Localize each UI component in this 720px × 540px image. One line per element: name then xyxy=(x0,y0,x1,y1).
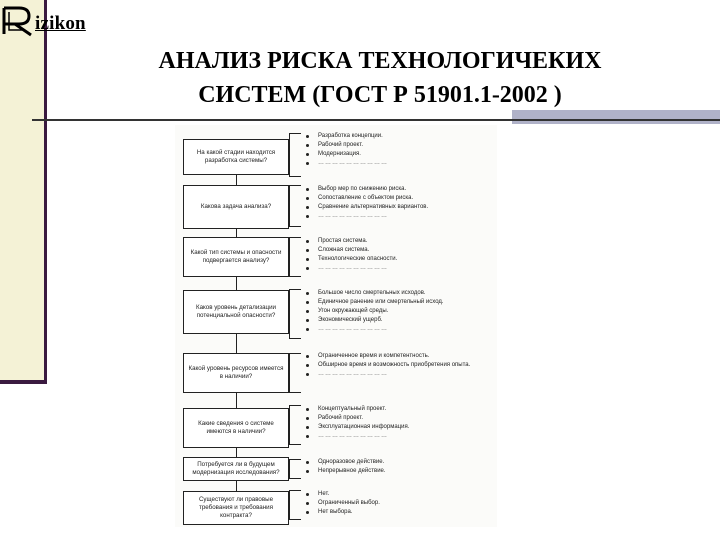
flow-option: Разработка концепции. xyxy=(305,132,495,141)
flow-options xyxy=(305,352,495,379)
flow-option: Технологические опасности. xyxy=(305,255,495,264)
flow-option: Ограниченный выбор. xyxy=(305,499,495,508)
flow-option: Концептуальный проект. xyxy=(305,405,495,414)
flow-option-ellipsis: ………………………… xyxy=(305,325,495,334)
rizikon-logo xyxy=(1,4,111,40)
flow-bracket xyxy=(289,405,301,445)
flow-option: Непрерывное действие. xyxy=(305,467,495,476)
flow-option: Простая система. xyxy=(305,237,495,246)
flow-option: Нет выбора. xyxy=(305,508,495,517)
flow-option: Сравнение альтернативных вариантов. xyxy=(305,203,495,212)
rizikon-logo-mark-icon xyxy=(1,4,35,38)
flow-question: Какой уровень ресурсов имеется в наличии? xyxy=(183,353,289,393)
flow-option-ellipsis: ………………………… xyxy=(305,212,495,221)
flow-option: Большое число смертельных исходов. xyxy=(305,289,495,298)
flow-question: На какой стадии находится разработка системы? xyxy=(183,139,289,175)
flow-question: Какой тип системы и опасности подвергается анализу? xyxy=(183,237,289,277)
flow-option: Рабочий проект. xyxy=(305,414,495,423)
flow-option-ellipsis: ………………………… xyxy=(305,370,495,379)
flow-question: Какие сведения о системе имеются в наличии? xyxy=(183,408,289,448)
flow-option-ellipsis: ………………………… xyxy=(305,159,495,168)
flow-bracket xyxy=(289,237,301,277)
flow-options xyxy=(305,185,495,221)
risk-analysis-flowchart xyxy=(175,125,497,527)
flow-question: Какова задача анализа? xyxy=(183,185,289,229)
left-band-foot xyxy=(0,380,47,384)
flow-bracket xyxy=(289,185,301,227)
flow-options xyxy=(305,405,495,441)
flow-question: Существуют ли правовые требования и требования контракта? xyxy=(183,491,289,525)
flow-bracket xyxy=(289,133,301,177)
flow-option: Одноразовое действие. xyxy=(305,458,495,467)
flow-bracket xyxy=(289,353,301,393)
flow-bracket xyxy=(289,289,301,339)
flow-option: Модернизация. xyxy=(305,150,495,159)
flow-question: Потребуется ли в будущем модернизация исследования? xyxy=(183,457,289,481)
title-accent-bar xyxy=(512,110,720,124)
flow-options xyxy=(305,237,495,273)
flow-option: Выбор мер по снижению риска. xyxy=(305,185,495,194)
flow-option: Единичное ранение или смертельный исход. xyxy=(305,298,495,307)
flow-options xyxy=(305,458,495,476)
flow-option: Экономический ущерб. xyxy=(305,316,495,325)
flow-option: Ограниченное время и компетентность. xyxy=(305,352,495,361)
flow-options xyxy=(305,289,495,334)
flow-bracket xyxy=(289,490,301,520)
flow-option: Сложная система. xyxy=(305,246,495,255)
flow-option: Сопоставление с объектом риска. xyxy=(305,194,495,203)
title-line-2: СИСТЕМ (ГОСТ Р 51901.1-2002 ) xyxy=(198,82,562,108)
flow-question: Каков уровень детализации потенциальной опасности? xyxy=(183,290,289,334)
flow-option: Нет. xyxy=(305,490,495,499)
title-divider xyxy=(32,119,720,121)
flow-bracket xyxy=(289,459,301,479)
flow-option: Обширное время и возможность приобретения опыта. xyxy=(305,361,495,370)
flow-option: Эксплуатационная информация. xyxy=(305,423,495,432)
title-line-1: АНАЛИЗ РИСКА ТЕХНОЛОГИЧЕКИХ xyxy=(158,48,602,74)
logo-text: izikon xyxy=(35,13,86,34)
flow-option-ellipsis: ………………………… xyxy=(305,432,495,441)
flow-option: Рабочий проект. xyxy=(305,141,495,150)
flow-options xyxy=(305,132,495,168)
flow-option-ellipsis: ………………………… xyxy=(305,264,495,273)
flow-option: Угон окружающей среды. xyxy=(305,307,495,316)
left-decor-band xyxy=(0,0,46,383)
left-band-edge xyxy=(44,0,47,383)
flow-options xyxy=(305,490,495,517)
page-title xyxy=(110,44,650,112)
